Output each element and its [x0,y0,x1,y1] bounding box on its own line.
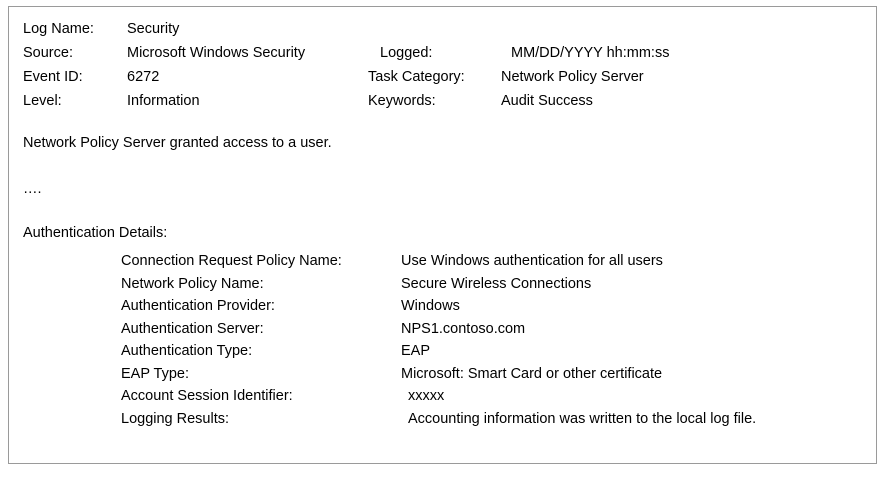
detail-row [23,317,866,340]
detail-row [23,272,866,295]
level-label: Level: [23,93,62,109]
authentication-details-title: Authentication Details: [23,225,168,241]
event-header-row [23,17,866,41]
detail-key: Connection Request Policy Name: [121,253,342,269]
logged-value: MM/DD/YYYY hh:mm:ss [511,45,670,61]
event-body [23,131,866,429]
event-id-value: 6272 [127,69,160,85]
source-value: Microsoft Windows Security [127,45,306,61]
detail-key: Logging Results: [121,410,230,427]
detail-value: Windows [401,298,460,314]
spacer [23,155,866,177]
detail-value: xxxxx [408,388,445,404]
event-header-row [23,41,866,65]
spacer [23,201,866,221]
detail-key: EAP Type: [121,365,189,382]
event-details-content [23,17,866,455]
event-header-row [23,89,866,113]
detail-key: Account Session Identifier: [121,388,293,404]
log-name-value: Security [127,21,180,37]
detail-value: Microsoft: Smart Card or other certificate [401,365,663,382]
detail-value: NPS1.contoso.com [401,320,526,337]
detail-value: EAP [401,343,431,359]
detail-row [23,339,866,362]
event-details-panel [8,6,877,464]
detail-value: Use Windows authentication for all users [401,253,663,269]
event-description: Network Policy Server granted access to a user. [23,135,332,151]
detail-row [23,362,866,385]
event-header-row [23,65,866,89]
authentication-details-list [23,249,866,429]
detail-key: Authentication Type: [121,343,253,359]
log-name-label: Log Name: [23,21,94,37]
event-id-label: Event ID: [23,69,83,85]
event-header-grid [23,17,866,113]
detail-key: Authentication Server: [121,320,264,337]
detail-key: Authentication Provider: [121,298,275,314]
detail-key: Network Policy Name: [121,275,264,292]
detail-row [23,294,866,317]
detail-row [23,407,866,430]
event-ellipsis: …. [23,181,42,197]
logged-label: Logged: [380,45,433,61]
source-label: Source: [23,45,73,61]
keywords-value: Audit Success [501,93,593,109]
detail-row [23,384,866,407]
detail-value: Accounting information was written to the local log file. [408,410,757,427]
detail-row [23,249,866,272]
detail-value: Secure Wireless Connections [401,275,592,292]
task-category-label: Task Category: [368,69,465,85]
keywords-label: Keywords: [368,93,436,109]
level-value: Information [127,93,200,109]
task-category-value: Network Policy Server [501,69,644,85]
